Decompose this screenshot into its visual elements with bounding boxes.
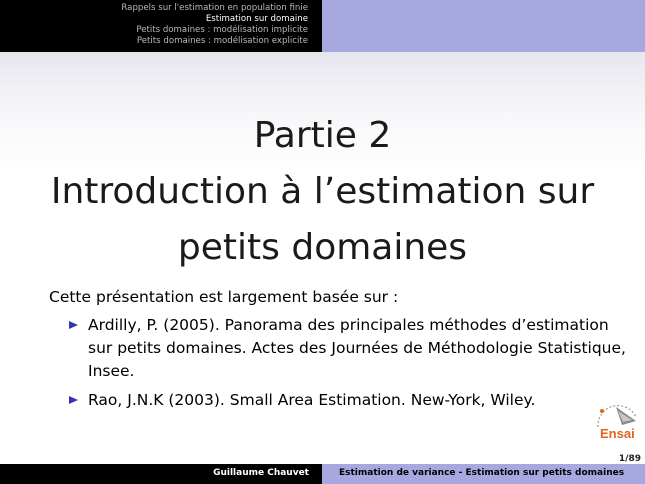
intro-text: Cette présentation est largement basée sur : [49, 288, 399, 306]
title-line-3: petits domaines [177, 227, 468, 268]
nav-section-3[interactable]: Petits domaines : modélisation implicite [136, 25, 308, 35]
nav-section-1[interactable]: Rappels sur l'estimation en population finie [121, 3, 308, 13]
header-accent-bar [322, 0, 645, 52]
footer-title: Estimation de variance - Estimation sur petits domaines [339, 468, 625, 478]
reference-rao: Rao, J.N.K (2003). Small Area Estimation. New-York, Wiley. [88, 391, 536, 409]
footer-author: Guillaume Chauvet [213, 468, 309, 478]
list-item [68, 389, 628, 412]
list-item [68, 314, 628, 383]
page-number: 1/89 [618, 454, 641, 464]
bullet-triangle-icon [69, 396, 78, 404]
reference-ardilly: Ardilly, P. (2005). Panorama des principales méthodes d’estimation sur petits domaines. Actes des Journées de Méthodologie Statistique, Insee. [88, 316, 626, 380]
slide-title [0, 108, 645, 276]
nav-section-2[interactable]: Estimation sur domaine [205, 14, 308, 24]
title-line-2: Introduction à l’estimation sur [50, 171, 595, 212]
header-navigation [0, 0, 322, 52]
reference-list [68, 314, 628, 412]
title-line-1: Partie 2 [253, 115, 392, 156]
nav-section-4[interactable]: Petits domaines : modélisation explicite [136, 36, 308, 46]
logo-text: Ensai [600, 426, 635, 441]
bullet-triangle-icon [69, 321, 78, 329]
footer-author-bar [0, 464, 322, 484]
footer-title-bar [322, 464, 645, 484]
